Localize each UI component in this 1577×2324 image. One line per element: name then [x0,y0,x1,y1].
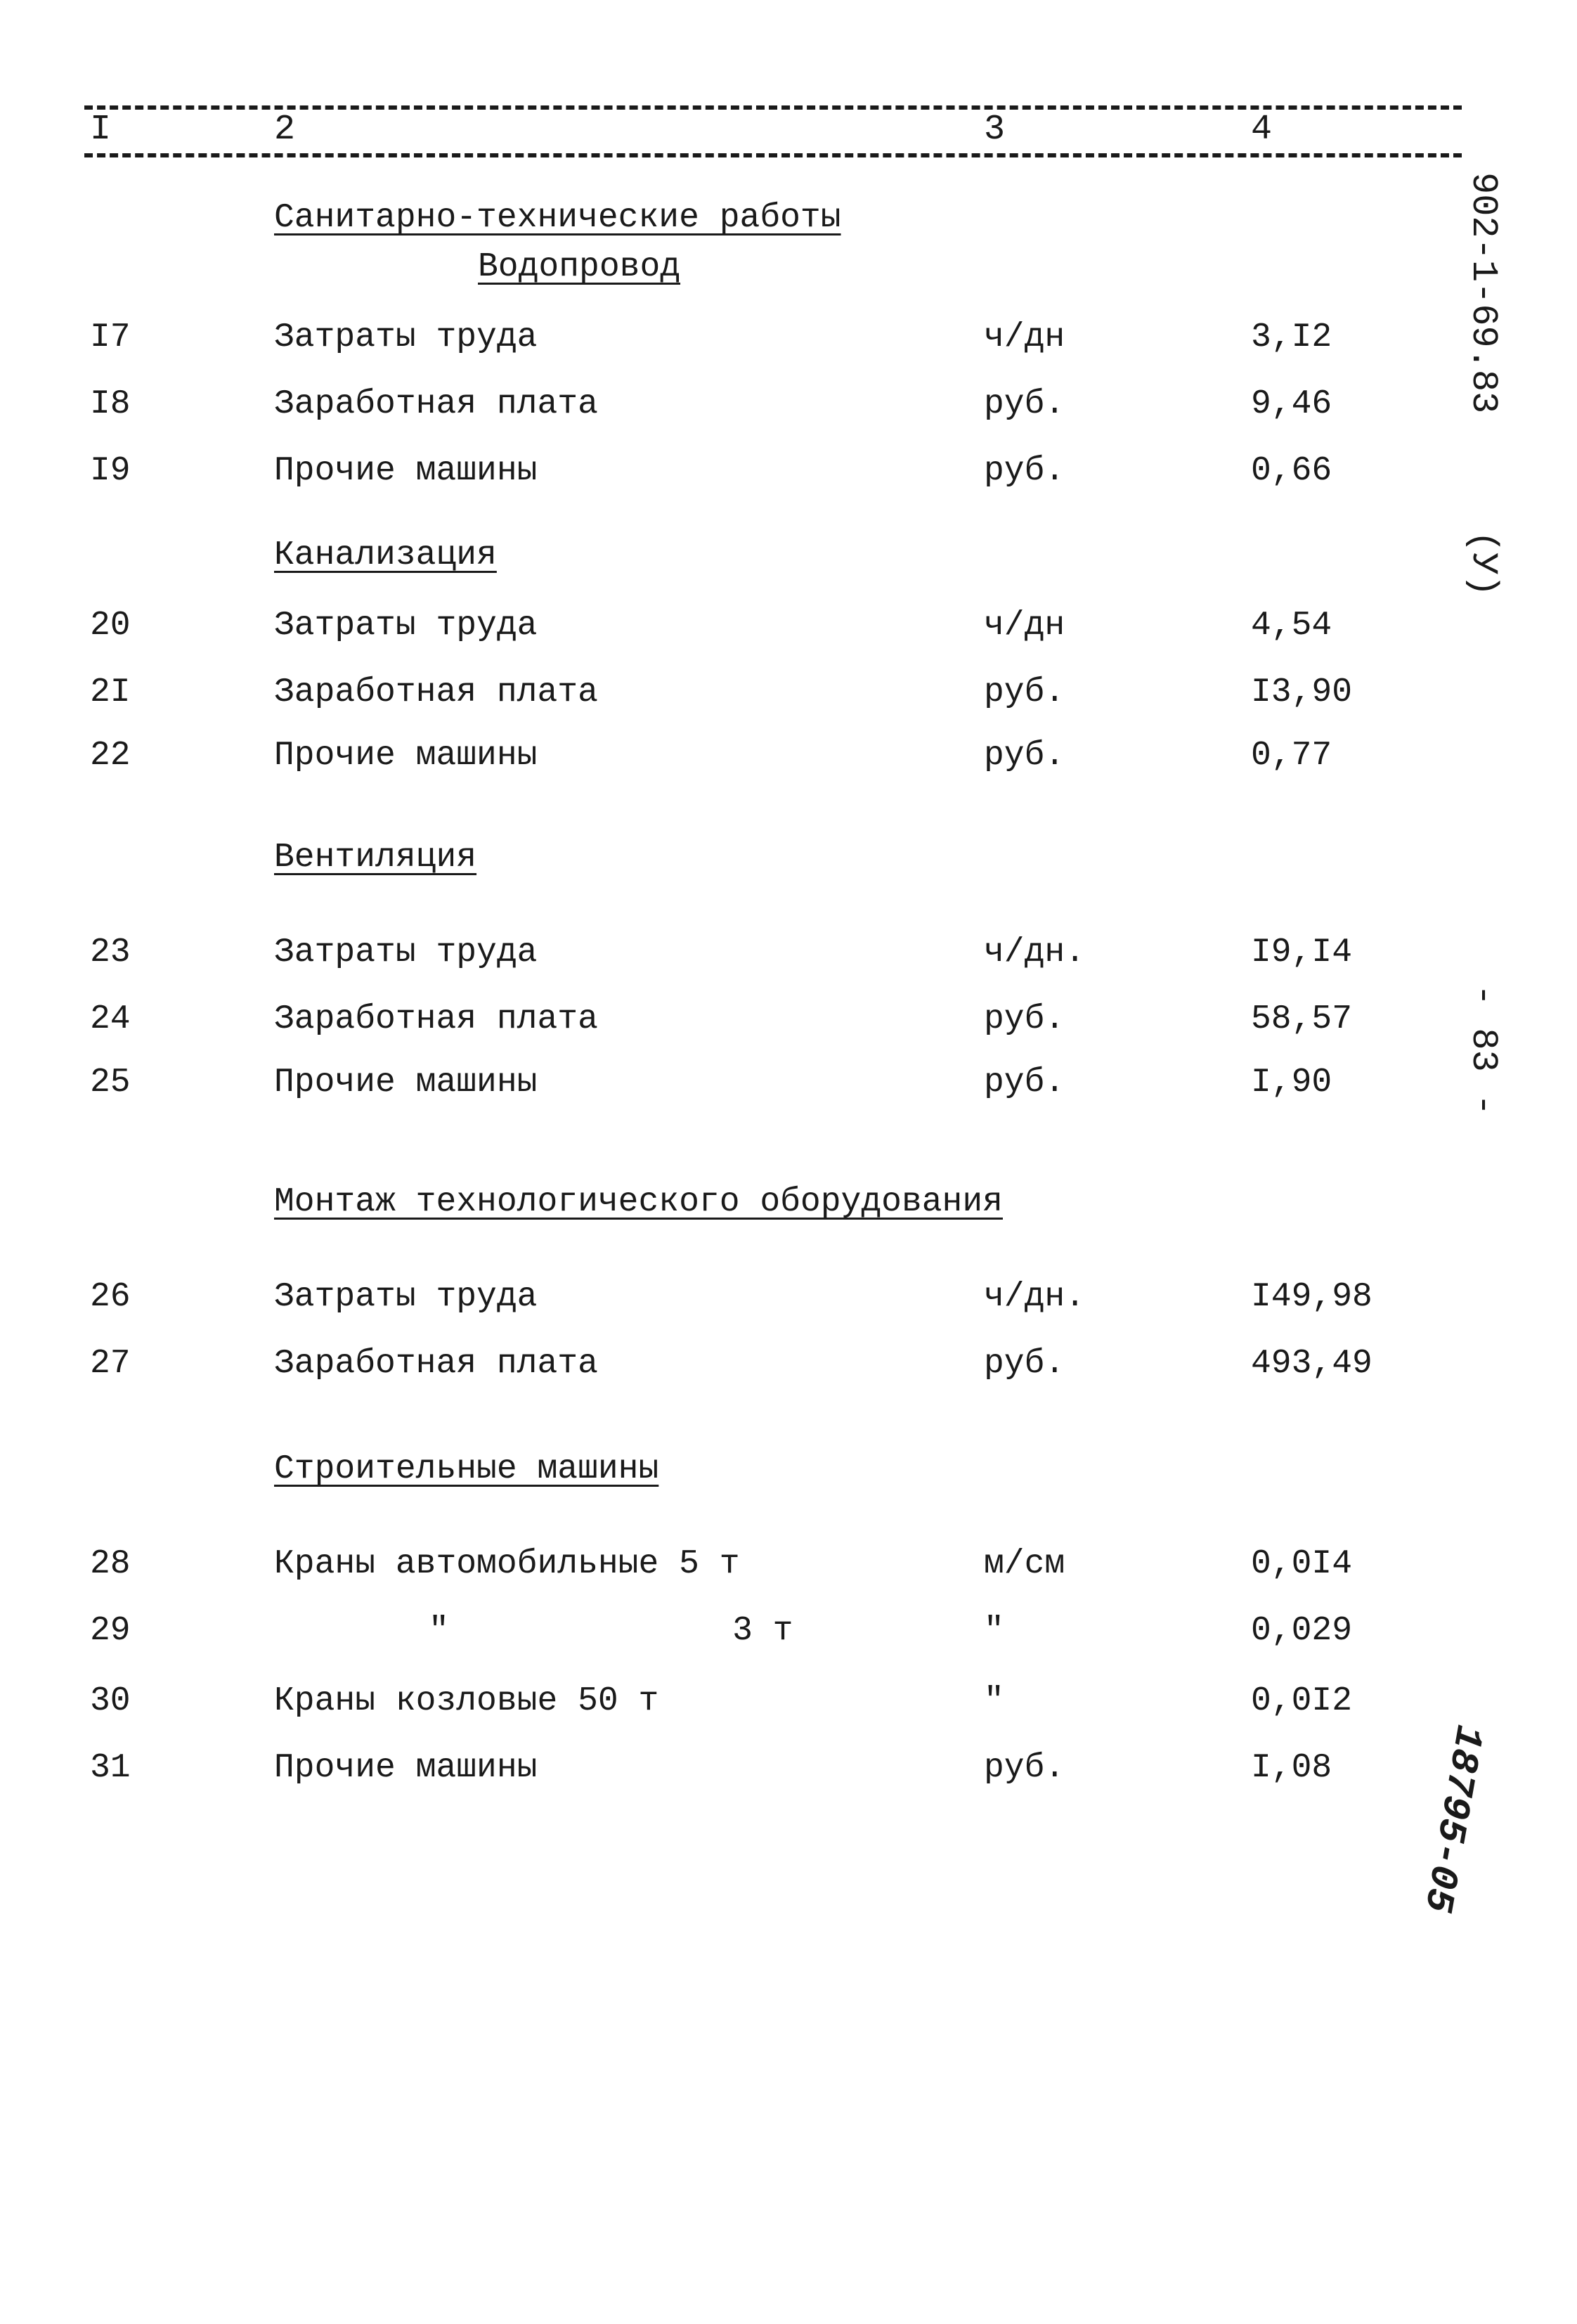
row-unit: ч/дн. [984,934,1086,971]
table-row [0,1343,1577,1385]
row-unit: м/см [984,1545,1065,1583]
row-name: Затраты труда [274,934,538,971]
table-row [0,1276,1577,1318]
header-col-4: 4 [1251,110,1273,150]
table-row [0,931,1577,974]
table-row [0,735,1577,777]
row-unit: руб. [984,673,1065,711]
row-number: 29 [90,1612,131,1650]
section-title-sanitary: Санитарно-технические работы [274,199,841,237]
row-name: Заработная плата [274,385,598,423]
row-unit: руб. [984,385,1065,423]
row-unit: руб. [984,1064,1065,1102]
row-value: 4,54 [1251,607,1332,645]
row-number: 28 [90,1545,131,1583]
row-unit: " [984,1612,1004,1650]
row-name: Прочие машины [274,1064,538,1102]
header-col-3: 3 [984,110,1006,150]
row-name: Краны козловые 50 т [274,1682,659,1720]
row-value: I,90 [1251,1064,1332,1102]
section-title-machines: Строительные машины [274,1450,659,1488]
row-unit: " [984,1682,1004,1720]
document-code: 902-1-69.83 [1462,172,1504,414]
row-number: 27 [90,1345,131,1383]
row-name: Заработная плата [274,673,598,711]
row-value: I49,98 [1251,1278,1372,1316]
row-name: Прочие машины [274,452,538,490]
row-name: Заработная плата [274,1000,598,1038]
row-value: I3,90 [1251,673,1353,711]
row-name: Затраты труда [274,318,538,356]
row-number: 24 [90,1000,131,1038]
table-row [0,998,1577,1040]
section-subtitle-water: Водопровод [478,248,681,286]
row-unit: руб. [984,1345,1065,1383]
table-row [0,316,1577,359]
table-row [0,1061,1577,1104]
row-value: 0,77 [1251,737,1332,775]
row-number: 25 [90,1064,131,1102]
row-value: 0,029 [1251,1612,1353,1650]
table-row [0,450,1577,492]
table-row [0,1543,1577,1585]
table-row [0,671,1577,714]
row-name: Затраты труда [274,1278,538,1316]
document-variant: (У) [1462,531,1504,597]
row-value: I,08 [1251,1749,1332,1787]
row-value: 3,I2 [1251,318,1332,356]
header-col-1: I [90,110,112,150]
row-value: I9,I4 [1251,934,1353,971]
row-unit: руб. [984,1749,1065,1787]
row-number: 2I [90,673,131,711]
row-name: Затраты труда [274,607,538,645]
table-row [0,605,1577,647]
row-number: 22 [90,737,131,775]
section-title-equipment: Монтаж технологического оборудования [274,1183,1003,1221]
row-number: I7 [90,318,131,356]
row-name: Прочие машины [274,1749,538,1787]
row-value: 0,66 [1251,452,1332,490]
row-unit: руб. [984,452,1065,490]
row-name: Прочие машины [274,737,538,775]
row-name: " 3 т [429,1612,793,1650]
archive-number: 18795-05 [1414,1722,1491,1916]
row-value: 0,0I2 [1251,1682,1353,1720]
page-number: - 83 - [1462,984,1504,1116]
table-row [0,1747,1577,1789]
header-col-2: 2 [274,110,296,150]
row-number: 23 [90,934,131,971]
row-number: 30 [90,1682,131,1720]
row-number: I8 [90,385,131,423]
row-unit: ч/дн [984,318,1065,356]
row-unit: руб. [984,737,1065,775]
row-unit: ч/дн. [984,1278,1086,1316]
row-unit: ч/дн [984,607,1065,645]
row-number: 26 [90,1278,131,1316]
row-value: 0,0I4 [1251,1545,1353,1583]
row-unit: руб. [984,1000,1065,1038]
row-name: Краны автомобильные 5 т [274,1545,740,1583]
section-title-sewerage: Канализация [274,536,497,574]
section-title-ventilation: Вентиляция [274,839,477,877]
table-row [0,383,1577,425]
row-number: I9 [90,452,131,490]
row-value: 58,57 [1251,1000,1353,1038]
table-row [0,1610,1577,1652]
row-number: 20 [90,607,131,645]
row-value: 493,49 [1251,1345,1372,1383]
row-value: 9,46 [1251,385,1332,423]
row-number: 31 [90,1749,131,1787]
header-rule-bottom [84,153,1462,157]
table-row [0,1680,1577,1722]
row-name: Заработная плата [274,1345,598,1383]
